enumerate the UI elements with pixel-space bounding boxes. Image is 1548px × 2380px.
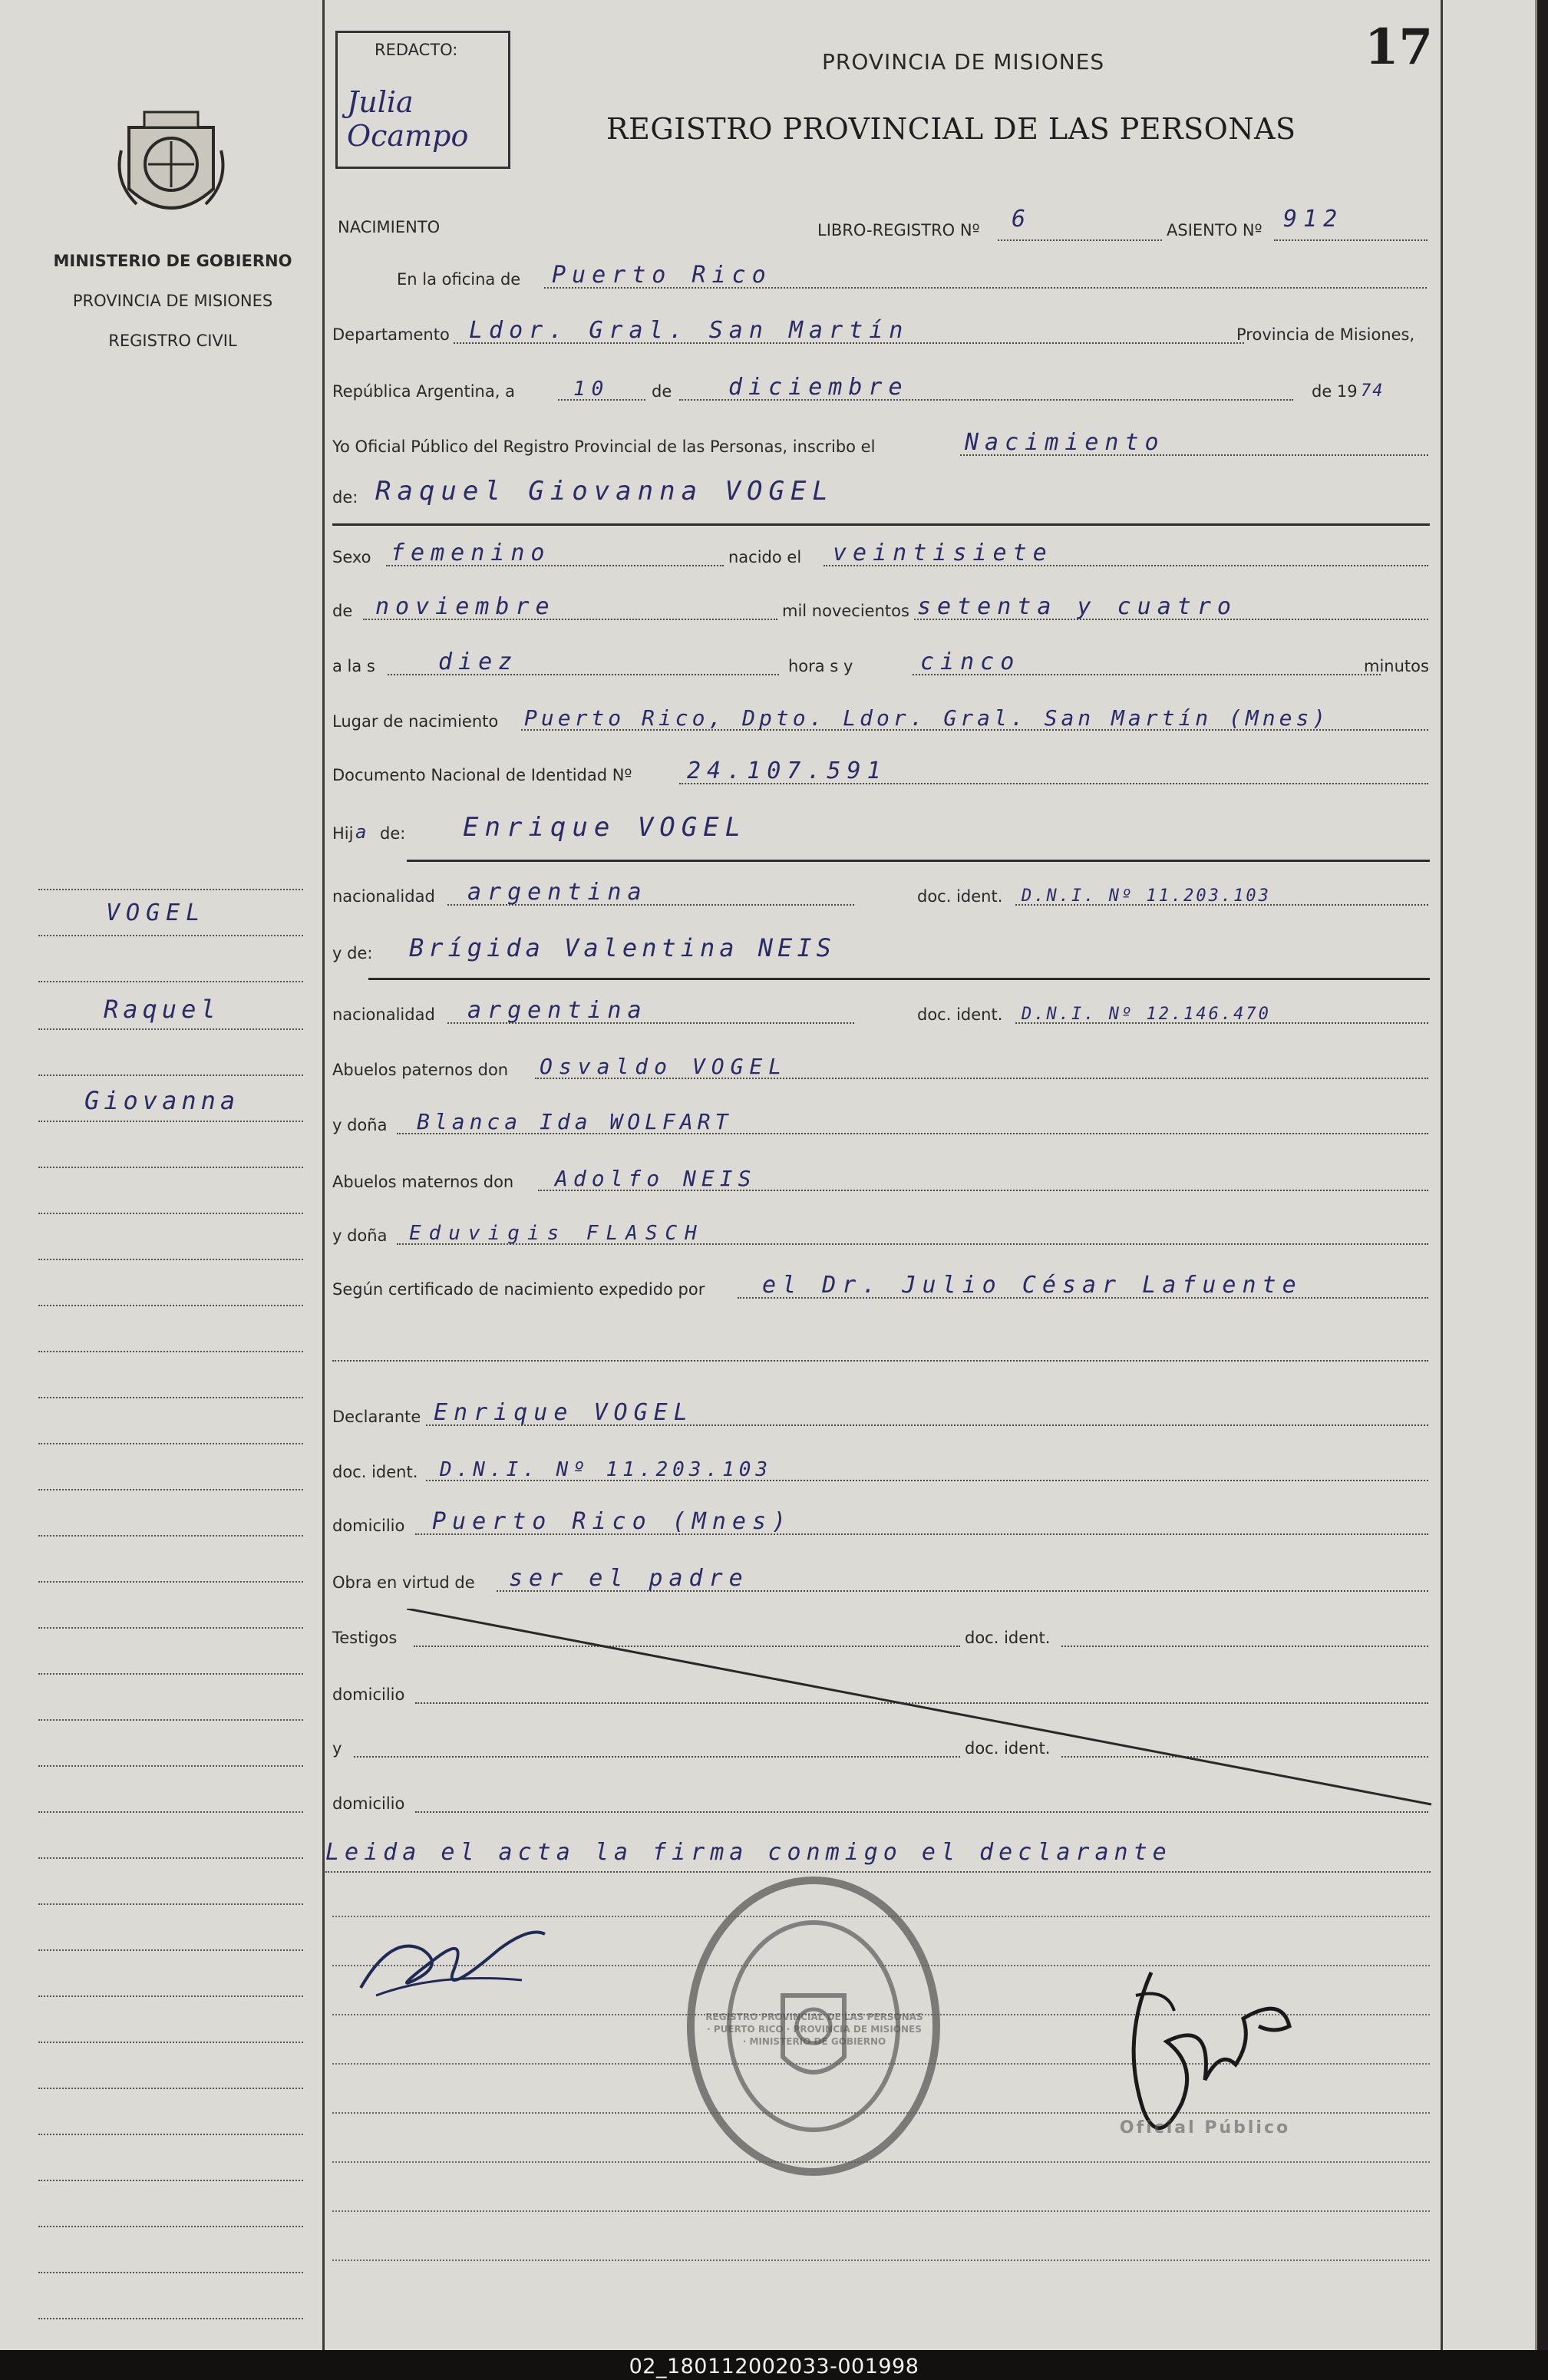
margin-line xyxy=(38,1305,303,1306)
margin-surname: VOGEL xyxy=(106,900,206,926)
father-nationality: argentina xyxy=(467,879,648,906)
margin-line xyxy=(38,1857,303,1859)
libro-label: LIBRO-REGISTRO Nº xyxy=(817,221,980,239)
doc-ident-label: doc. ident. xyxy=(917,887,1003,906)
margin-line xyxy=(38,1028,303,1030)
obra-value: ser el padre xyxy=(509,1565,749,1592)
margin-line xyxy=(38,1351,303,1352)
departamento-value: Ldor. Gral. San Martín xyxy=(469,317,909,344)
hij-label: Hij xyxy=(332,824,354,843)
row-birth-month xyxy=(332,591,1430,625)
declarante-label: Declarante xyxy=(332,1408,421,1426)
archive-id: 02_180112002033-001998 xyxy=(629,2355,919,2378)
margin-line xyxy=(38,981,303,982)
testigos2-domicilio-label: domicilio xyxy=(332,1794,405,1813)
row-lugar xyxy=(332,701,1430,735)
abuelos-maternos-label: Abuelos maternos don xyxy=(332,1173,514,1191)
birth-month: noviembre xyxy=(375,593,556,620)
row-child-name xyxy=(332,477,1430,511)
margin-line xyxy=(38,1259,303,1260)
right-margin-rule xyxy=(1441,0,1443,2350)
de-name-label: de: xyxy=(332,488,358,507)
row-father-nationality xyxy=(332,876,1430,910)
mother-nationality: argentina xyxy=(467,997,648,1024)
lugar-label: Lugar de nacimiento xyxy=(332,712,499,731)
asiento-dots xyxy=(1274,239,1428,241)
margin-line xyxy=(38,1121,303,1122)
declarante-doc: D.N.I. Nº 11.203.103 xyxy=(440,1458,773,1481)
margin-line xyxy=(38,1167,303,1168)
row-domicilio xyxy=(332,1506,1430,1540)
lower-line xyxy=(332,2210,1430,2212)
mother-name: Brígida Valentina NEIS xyxy=(409,933,836,962)
certificado-value: el Dr. Julio César Lafuente xyxy=(762,1272,1302,1299)
year-value: 74 xyxy=(1361,381,1385,401)
redacto-signature: Julia Ocampo xyxy=(347,85,469,153)
margin-second-name: Giovanna xyxy=(84,1086,240,1115)
minutos-label: minutos xyxy=(1364,657,1429,675)
yo-oficial-label: Yo Oficial Público del Registro Provincial de las Personas, inscribo el xyxy=(332,437,876,456)
row-date xyxy=(332,371,1430,405)
margin-line xyxy=(38,2272,303,2273)
margin-line xyxy=(38,1673,303,1675)
declarant-signature xyxy=(345,1903,560,2011)
ministry-name: MINISTERIO DE GOBIERNO xyxy=(53,252,292,270)
nacido-label: nacido el xyxy=(728,548,802,566)
margin-line xyxy=(38,1535,303,1537)
office-value: Puerto Rico xyxy=(552,262,772,289)
margin-line xyxy=(38,1995,303,1997)
row-maternal-grandmother xyxy=(332,1216,1430,1249)
margin-line xyxy=(38,2318,303,2319)
de-label: de xyxy=(652,382,672,401)
father-underline xyxy=(407,860,1430,862)
maternal-grandfather: Adolfo NEIS xyxy=(555,1166,757,1191)
row-certificado xyxy=(332,1269,1430,1303)
margin-line xyxy=(38,2180,303,2181)
abuelos-paternos-label: Abuelos paternos don xyxy=(332,1061,509,1079)
domicilio-value: Puerto Rico (Mnes) xyxy=(432,1508,793,1535)
page-number: 17 xyxy=(1365,18,1434,76)
y-dona2-label: y doña xyxy=(332,1226,388,1245)
minutes-value: cinco xyxy=(920,649,1021,675)
mil-label: mil novecientos xyxy=(782,602,909,620)
libro-dots xyxy=(998,239,1162,241)
asiento-label: ASIENTO Nº xyxy=(1167,221,1262,239)
margin-line xyxy=(38,1581,303,1583)
dni-label: Documento Nacional de Identidad Nº xyxy=(332,766,632,784)
child-name-underline xyxy=(332,523,1430,526)
row-paternal-grandfather xyxy=(332,1050,1430,1084)
paternal-grandfather: Osvaldo VOGEL xyxy=(540,1054,788,1079)
dni-value: 24.107.591 xyxy=(687,758,887,784)
margin-line xyxy=(38,2088,303,2089)
row-declarante-doc xyxy=(332,1452,1430,1486)
hij-de-label: de: xyxy=(380,824,406,843)
month-value: diciembre xyxy=(728,374,909,401)
mother-doc: D.N.I. Nº 12.146.470 xyxy=(1022,1005,1271,1024)
margin-line xyxy=(38,1627,303,1629)
row-mother-nationality xyxy=(332,995,1430,1028)
year-label: de 19 xyxy=(1312,382,1358,401)
row-maternal-grandfather xyxy=(332,1162,1430,1196)
redacto-label: REDACTO: xyxy=(375,41,458,59)
day-value: 10 xyxy=(573,378,610,401)
office-label: En la oficina de xyxy=(397,270,521,289)
obra-label: Obra en virtud de xyxy=(332,1573,475,1592)
margin-line xyxy=(38,935,303,936)
nacionalidad-label: nacionalidad xyxy=(332,887,435,906)
redacto-box xyxy=(335,31,510,169)
hour-value: diez xyxy=(438,649,519,675)
act-type-label: NACIMIENTO xyxy=(338,218,441,236)
margin-line xyxy=(38,1074,303,1076)
republica-label: República Argentina, a xyxy=(332,382,515,401)
de2-label: de xyxy=(332,602,353,620)
official-stamp: Oficial Público xyxy=(1119,2118,1291,2137)
asiento-value: 912 xyxy=(1283,206,1344,233)
ministry-registry: REGISTRO CIVIL xyxy=(108,332,237,350)
row-office xyxy=(332,259,1430,293)
departamento-label: Departamento xyxy=(332,325,450,344)
row-sexo xyxy=(332,537,1430,571)
margin-line xyxy=(38,1949,303,1951)
father-name: Enrique VOGEL xyxy=(463,812,748,843)
margin-line xyxy=(38,2042,303,2043)
y-label: y xyxy=(332,1739,342,1758)
row-departamento xyxy=(332,315,1430,348)
ministry-province: PROVINCIA DE MISIONES xyxy=(72,292,273,310)
certificado-line-2 xyxy=(332,1360,1428,1362)
row-inscribo xyxy=(332,427,1430,460)
maternal-grandmother: Eduvigis FLASCH xyxy=(409,1222,705,1245)
sexo-value: femenino xyxy=(391,540,551,566)
row-obra xyxy=(332,1563,1430,1596)
row-dni xyxy=(332,755,1430,789)
birth-year-words: setenta y cuatro xyxy=(917,593,1237,620)
row-hij xyxy=(332,814,1430,847)
margin-line xyxy=(38,1903,303,1905)
y-dona-label: y doña xyxy=(332,1116,388,1134)
testigos-doc-label: doc. ident. xyxy=(965,1629,1051,1647)
doc-ident2-label: doc. ident. xyxy=(332,1463,418,1481)
row-declarante xyxy=(332,1397,1430,1431)
testigos2-domicilio-line xyxy=(415,1811,1428,1813)
domicilio-label: domicilio xyxy=(332,1517,405,1535)
certificado-label: Según certificado de nacimiento expedido por xyxy=(332,1280,705,1299)
row-paternal-grandmother xyxy=(332,1105,1430,1139)
left-margin-rule xyxy=(322,0,325,2350)
province-header: PROVINCIA DE MISIONES xyxy=(822,49,1105,74)
declarante-value: Enrique VOGEL xyxy=(434,1399,694,1426)
seal-text: REGISTRO PROVINCIAL DE LAS PERSONAS · PUERTO RICO · PROVINCIA DE MISIONES · MINISTERIO DE GOBIERNO xyxy=(705,2012,923,2047)
mother-underline xyxy=(368,978,1430,980)
margin-line xyxy=(38,2226,303,2227)
provincial-emblem-icon xyxy=(114,104,229,227)
closing-text: Leida el acta la firma conmigo el declarante xyxy=(325,1839,1172,1866)
margin-line xyxy=(38,1213,303,1214)
margin-line xyxy=(38,1489,303,1490)
inscribo-value: Nacimiento xyxy=(965,429,1165,456)
row-mother xyxy=(332,933,1430,967)
testigos-label: Testigos xyxy=(332,1629,398,1647)
registry-title: REGISTRO PROVINCIAL DE LAS PERSONAS xyxy=(606,112,1296,146)
margin-line xyxy=(38,1443,303,1444)
testigos2-doc-label: doc. ident. xyxy=(965,1739,1051,1758)
row-time xyxy=(332,646,1430,680)
a-las-label: a la s xyxy=(332,657,375,675)
horas-label: hora s y xyxy=(788,657,853,675)
libro-value: 6 xyxy=(1012,206,1032,233)
y-de-label: y de: xyxy=(332,944,373,962)
hij-suffix: a xyxy=(355,821,373,843)
paternal-grandmother: Blanca Ida WOLFART xyxy=(417,1109,733,1134)
testigos-domicilio-label: domicilio xyxy=(332,1685,405,1704)
lugar-value: Puerto Rico, Dpto. Ldor. Gral. San Martín (Mnes) xyxy=(524,705,1330,731)
margin-line xyxy=(38,1765,303,1767)
margin-line xyxy=(38,1719,303,1721)
father-doc: D.N.I. Nº 11.203.103 xyxy=(1022,886,1271,906)
row-certificado-cont xyxy=(332,1332,1430,1366)
doc-ident-label-2: doc. ident. xyxy=(917,1005,1003,1024)
child-name: Raquel Giovanna VOGEL xyxy=(375,476,834,507)
margin-first-name: Raquel xyxy=(104,995,220,1024)
testigos-strike-line xyxy=(407,1609,1435,1808)
lower-line xyxy=(332,2260,1430,2261)
nacionalidad2-label: nacionalidad xyxy=(332,1005,435,1024)
nacido-value: veintisiete xyxy=(833,540,1053,566)
sexo-label: Sexo xyxy=(332,548,371,566)
margin-line xyxy=(38,1397,303,1398)
margin-line xyxy=(38,2134,303,2135)
provincia-suffix: Provincia de Misiones, xyxy=(1236,325,1415,344)
margin-line xyxy=(38,889,303,890)
margin-line xyxy=(38,1811,303,1813)
